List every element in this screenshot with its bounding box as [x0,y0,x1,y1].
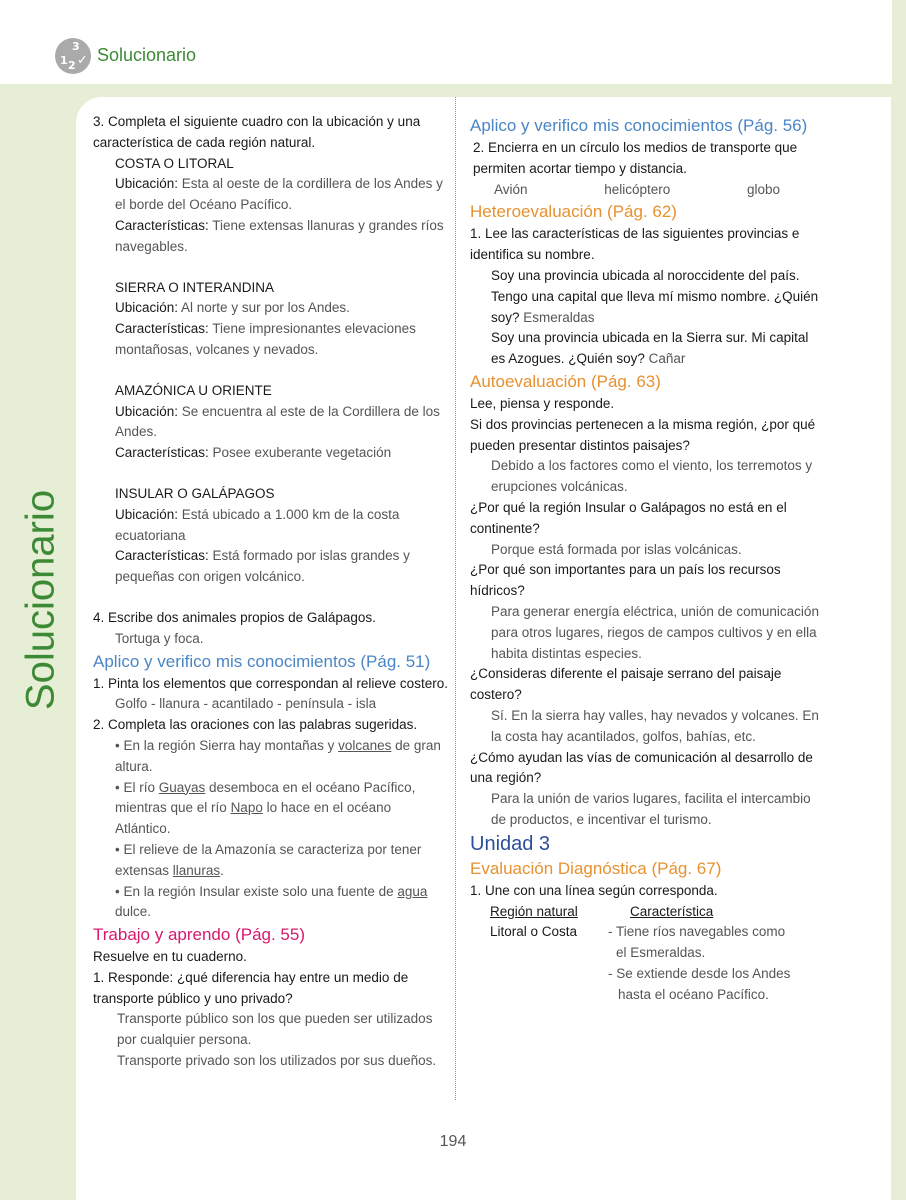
location-label: Ubicación: [115,300,179,316]
header-feature: Característica [630,903,714,919]
region-costa [93,154,448,258]
location-text: Está ubicado a 1.000 km de la costa ecuatoriana [115,506,400,543]
location-label: Ubicación: [115,176,179,192]
heading-trabajo-55: Trabajo y aprendo (Pág. 55) [93,925,305,945]
answer-1-p55-private: Transporte privado son los utilizados por sus dueños. [117,1053,437,1069]
question-2-p51: 2. Completa las oraciones con las palabras sugeridas. [93,717,418,733]
logo-check-icon: ✓ [77,53,88,68]
match-table-row [470,922,820,1005]
left-column [93,112,448,1072]
bullet-1: • En la región Sierra hay montañas y volcanes de gran altura. [115,737,441,774]
match-table-header [470,902,820,923]
auto-answer-4: Sí. En la sierra hay valles, hay nevados y volcanes. En la costa hay acantilados, golfos, bahías, etc. [491,707,819,744]
header-title: Solucionario [97,45,197,65]
features-text: Posee exuberante vegetación [208,445,392,461]
heading-heteroevaluacion: Heteroevaluación (Pág. 62) [470,202,677,222]
heading-unidad-3: Unidad 3 [470,832,551,855]
top-band [0,0,906,84]
heading-aplico-56: Aplico y verifico mis conocimientos (Pág. 56) [470,116,808,135]
province-clue-2: Soy una provincia ubicada en la Sierra sur. Mi capital es Azogues. ¿Quién soy? Cañar [491,330,809,367]
province-clue-1: Soy una provincia ubicada al noroccidente del país. Tengo una capital que lleva mí mismo nombre. ¿Quién soy? Esmeraldas [491,267,819,325]
transport-options [470,180,820,201]
right-column [470,112,820,1005]
region-name: COSTA O LITORAL [115,155,234,171]
auto-answer-2: Porque está formada por islas volcánicas. [491,541,742,557]
auto-question-1: Si dos provincias pertenecen a la misma región, ¿por qué pueden presentar distintos paisajes? [470,416,816,453]
question-3: 3. Completa el siguiente cuadro con la ubicación y una característica de cada región natural. [93,114,421,150]
province-answer-2: Cañar [644,351,686,367]
bullet-2: • El río Guayas desemboca en el océano Pacífico, mientras que el río Napo lo hace en el océano Atlántico. [115,779,416,837]
region-insular [93,484,448,588]
features-label: Características: [115,217,209,233]
features-label: Características: [115,445,209,461]
feature-cell: - Tiene ríos navegables como el Esmeraldas. - Se extiende desde los Andes hasta el océano Pacífico. [608,924,791,1002]
features-text: Tiene impresionantes elevaciones montañosas, volcanes y nevados. [115,321,416,357]
location-label: Ubicación: [115,403,179,419]
region-name: AMAZÓNICA U ORIENTE [115,382,272,398]
region-amazonica [93,381,448,464]
features-text: Está formado por islas grandes y pequeñas con origen volcánico. [115,548,410,585]
logo-digit-3: 3 [72,40,80,53]
instruction-resuelve: Resuelve en tu cuaderno. [93,949,247,965]
auto-question-5: ¿Cómo ayudan las vías de comunicación al desarrollo de una región? [470,749,813,786]
answer-1-p55-public: Transporte público son los que pueden ser utilizados por cualquier persona. [117,1011,433,1048]
question-4: 4. Escribe dos animales propios de Galápagos. [93,609,376,625]
auto-question-3: ¿Por qué son importantes para un país los recursos hídricos? [470,562,781,599]
underlined-answer: volcanes [338,737,392,753]
question-2-p56: 2. Encierra en un círculo los medios de transporte que permiten acortar tiempo y distancia. [473,140,798,176]
right-edge-strip [892,0,906,1200]
page-number: 194 [439,1133,467,1150]
bullet-3: • El relieve de la Amazonía se caracteriza por tener extensas llanuras. [115,841,422,878]
option-helicoptero: helicóptero [604,181,671,197]
column-divider [455,97,456,1100]
question-1-p55: 1. Responde: ¿qué diferencia hay entre un medio de transporte público y uno privado? [93,969,409,1006]
region-sierra [93,278,448,361]
auto-answer-1: Debido a los factores como el viento, los terremotos y erupciones volcánicas. [491,458,813,495]
province-answer-1: Esmeraldas [519,309,595,325]
location-text: Se encuentra al este de la Cordillera de los Andes. [115,403,440,440]
math-logo-icon [55,38,91,74]
question-1-p67: 1. Une con una línea según corresponda. [470,882,718,898]
answer-4: Tortuga y foca. [115,630,204,646]
underlined-answer: Napo [230,800,263,816]
location-text: Esta al oeste de la cordillera de los Andes y el borde del Océano Pacífico. [115,176,443,213]
heading-aplico-51: Aplico y verifico mis conocimientos (Pág. 51) [93,651,431,671]
auto-answer-3: Para generar energía eléctrica, unión de comunicación para otros lugares, riegos de campos cultivos y en ella habita distintas especies. [491,603,819,661]
question-1-p51: 1. Pinta los elementos que correspondan al relieve costero. [93,675,448,691]
features-label: Características: [115,548,209,564]
auto-question-2: ¿Por qué la región Insular o Galápagos no está en el continente? [470,499,787,536]
answer-1-p51: Golfo - llanura - acantilado - península - isla [115,696,377,712]
auto-answer-5: Para la unión de varios lugares, facilita el intercambio de productos, e incentivar el turismo. [491,791,811,827]
underlined-answer: Guayas [158,779,206,795]
logo-digit-1: 1 [60,54,68,67]
region-name: INSULAR O GALÁPAGOS [115,485,275,501]
heading-autoevaluacion: Autoevaluación (Pág. 63) [470,371,661,391]
question-1-p62: 1. Lee las características de las siguientes provincias e identifica su nombre. [470,226,800,263]
auto-question-4: ¿Consideras diferente el paisaje serrano del paisaje costero? [470,666,782,703]
heading-diagnostica: Evaluación Diagnóstica (Pág. 67) [470,858,722,878]
header-region: Región natural [490,903,578,919]
underlined-answer: llanuras [172,862,221,878]
logo-digit-2: 2 [68,59,76,72]
region-cell: Litoral o Costa [490,924,578,940]
sidebar-title: Solucionario [18,489,63,711]
location-text: Al norte y sur por los Andes. [178,300,350,316]
features-label: Características: [115,321,209,337]
option-globo: globo [746,181,780,197]
location-label: Ubicación: [115,506,179,522]
bullet-4: • En la región Insular existe solo una fuente de agua dulce. [115,883,428,920]
features-text: Tiene extensas llanuras y grandes ríos navegables. [115,217,444,254]
instruction-lee: Lee, piensa y responde. [470,395,615,411]
bullet-list [93,736,448,923]
region-name: SIERRA O INTERANDINA [115,279,275,295]
underlined-answer: agua [397,883,428,899]
option-avion: Avión [494,181,528,197]
